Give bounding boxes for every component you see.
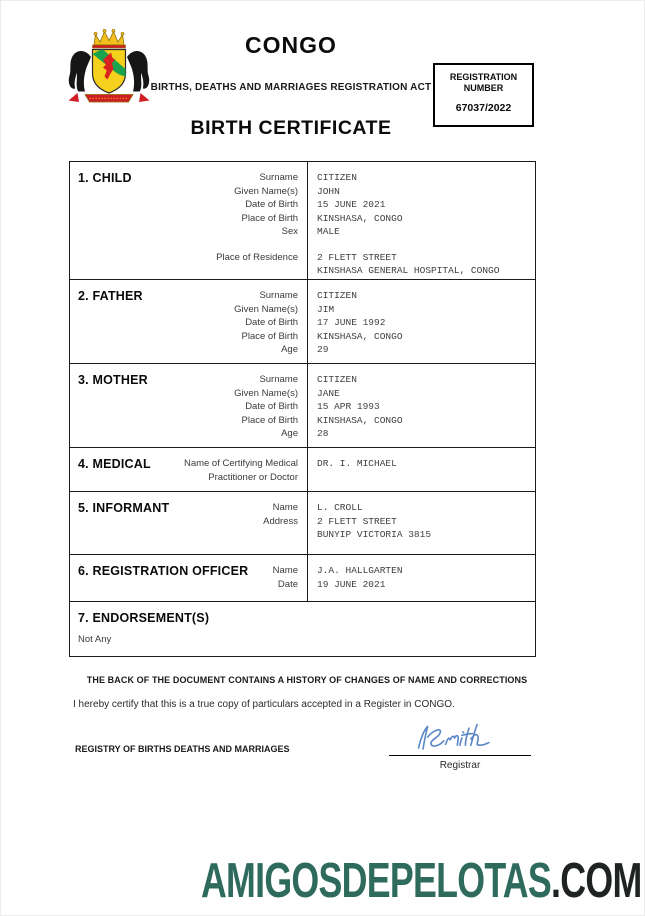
field-value [307,501,363,515]
section-divider [307,492,308,554]
field-label-line: Place of Birth [241,414,298,426]
field-value-line: KINSHASA GENERAL HOSPITAL, CONGO [317,265,500,276]
field-label [70,316,307,330]
field-value [307,400,380,414]
field-label [70,251,307,265]
field-value [307,414,403,428]
section-heading: 1. CHILD [78,171,132,185]
field-row [70,414,535,428]
ribbon-left [69,93,80,102]
field-value-line: BUNYIP VICTORIA 3815 [317,529,432,540]
section-divider [307,364,308,447]
site-watermark [201,853,642,909]
field-value [307,427,328,441]
field-value-line: DR. I. MICHAEL [317,458,397,469]
section-child [70,162,535,280]
section-heading: 4. MEDICAL [78,457,151,471]
signature-block [389,721,531,771]
section-heading: 7. ENDORSEMENT(S) [78,611,210,625]
watermark-tld: .COM [551,854,642,908]
field-value [307,289,357,303]
field-value-line: JIM [317,303,335,315]
registration-number: 67037/2022 [455,102,512,114]
signature-strokes [419,725,489,749]
ribbon-right [139,93,150,102]
field-value [307,387,340,401]
field-label [70,427,307,441]
signature-line [389,755,531,756]
country-title: CONGO [245,32,337,58]
field-row [70,198,535,212]
section-divider [307,448,308,491]
certify-statement: I hereby certify that this is a true copy of particulars accepted in a Register in CONGO. [73,699,455,710]
field-value-line: 15 APR 1993 [317,401,380,412]
field-value [307,330,403,344]
field-row [70,185,535,199]
field-label-line: Date of Birth [245,401,298,412]
field-value [307,185,340,199]
section-registration-officer [70,555,535,602]
field-value-line: CITIZEN [317,290,357,301]
field-label-line: Place of Birth [241,330,298,342]
field-row [70,316,535,330]
section-heading: 6. REGISTRATION OFFICER [78,564,249,578]
field-value [307,251,499,278]
field-value [307,457,397,471]
field-label-line: Address [263,515,298,527]
field-label-line: Name [272,565,298,576]
field-value-line: 2 FLETT STREET [317,251,397,263]
field-value-line: L. CROLL [317,502,363,513]
document-title: BIRTH CERTIFICATE [190,117,392,139]
field-value-line: J.A. HALLGARTEN [317,565,403,576]
section-divider [307,555,308,601]
section-heading: 3. MOTHER [78,373,148,387]
field-value-line: JOHN [317,185,340,197]
field-label-line: Given Name(s) [234,185,298,197]
field-value-line: 17 JUNE 1992 [317,317,386,328]
field-label [70,387,307,401]
field-row [70,212,535,226]
field-value-line: JANE [317,387,340,399]
field-value-line: KINSHASA, CONGO [317,330,403,342]
field-value [307,303,334,317]
field-label [70,212,307,226]
field-label [70,414,307,428]
field-value [307,316,385,330]
field-value [307,198,385,212]
field-label-line: Name of Certifying Medical [183,458,298,469]
back-of-document-notice: THE BACK OF THE DOCUMENT CONTAINS A HISTORY OF CHANGES OF NAME AND CORRECTIONS [86,675,528,685]
field-label [70,400,307,414]
act-title: BIRTHS, DEATHS AND MARRIAGES REGISTRATION ACT [150,82,432,93]
section-mother [70,364,535,448]
section-heading: 2. FATHER [78,289,143,303]
field-row [70,225,535,239]
certificate-table [69,161,536,657]
field-label [70,343,307,357]
section-fields [70,162,535,278]
field-label-line: Sex [281,226,298,237]
field-value [307,515,431,542]
registrar-signature [400,721,520,757]
registrar-title: Registrar [439,760,481,771]
field-row [70,251,535,278]
field-label-line: Place of Residence [216,251,298,263]
field-row [70,330,535,344]
field-row [70,343,535,357]
field-value-line: KINSHASA, CONGO [317,414,403,426]
field-label-line: Date [277,578,298,590]
field-value [307,171,357,185]
field-value [307,373,357,387]
section-father [70,280,535,364]
field-label-line: Given Name(s) [234,303,298,315]
section-divider [307,280,308,363]
field-value-line: 15 JUNE 2021 [317,199,386,210]
field-value-line: 19 JUNE 2021 [317,578,386,590]
field-label-line: Date of Birth [245,317,298,328]
field-label [70,185,307,199]
field-value-line: 28 [317,428,329,439]
field-label [70,225,307,239]
field-value [307,564,403,578]
field-label [70,578,307,592]
field-label [70,198,307,212]
field-row [70,387,535,401]
field-label [70,515,307,529]
field-row [70,515,535,542]
field-label-line: Name [272,502,298,513]
field-value [307,212,403,226]
field-label-line: Surname [259,374,298,385]
field-row [70,427,535,441]
field-value-line: MALE [317,226,340,237]
field-row [70,400,535,414]
field-value-line: CITIZEN [317,374,357,385]
field-label-line: Age [281,344,298,355]
field-label-line: Surname [259,290,298,301]
field-label-line: Place of Birth [241,212,298,224]
section-endorsement-s- [70,602,535,656]
field-value-line: 29 [317,344,329,355]
field-label [70,330,307,344]
field-value-line: CITIZEN [317,172,357,183]
section-divider [307,162,308,279]
field-row [70,303,535,317]
field-value-line: KINSHASA, CONGO [317,212,403,224]
field-spacer [70,239,535,251]
section-heading: 5. INFORMANT [78,501,170,515]
section-informant [70,492,535,555]
field-label-line: Practitioner or Doctor [208,471,298,483]
field-value-line: 2 FLETT STREET [317,515,397,527]
field-label-line: Given Name(s) [234,387,298,399]
field-value [307,225,340,239]
watermark-site-name: AMIGOSDEPELOTAS [201,854,552,908]
field-label-line: Surname [259,172,298,183]
field-label [70,303,307,317]
field-row [70,578,535,592]
endorsement-note: Not Any [78,634,112,645]
field-label-line: Age [281,428,298,439]
section-fields [70,492,535,542]
field-value [307,578,385,592]
field-row [70,171,535,185]
section-medical [70,448,535,492]
registration-label-line2: NUMBER [463,83,504,93]
field-value [307,343,328,357]
registration-label-line1: REGISTRATION [449,72,518,82]
field-label-line: Date of Birth [245,199,298,210]
registry-title: REGISTRY OF BIRTHS DEATHS AND MARRIAGES [75,744,290,754]
